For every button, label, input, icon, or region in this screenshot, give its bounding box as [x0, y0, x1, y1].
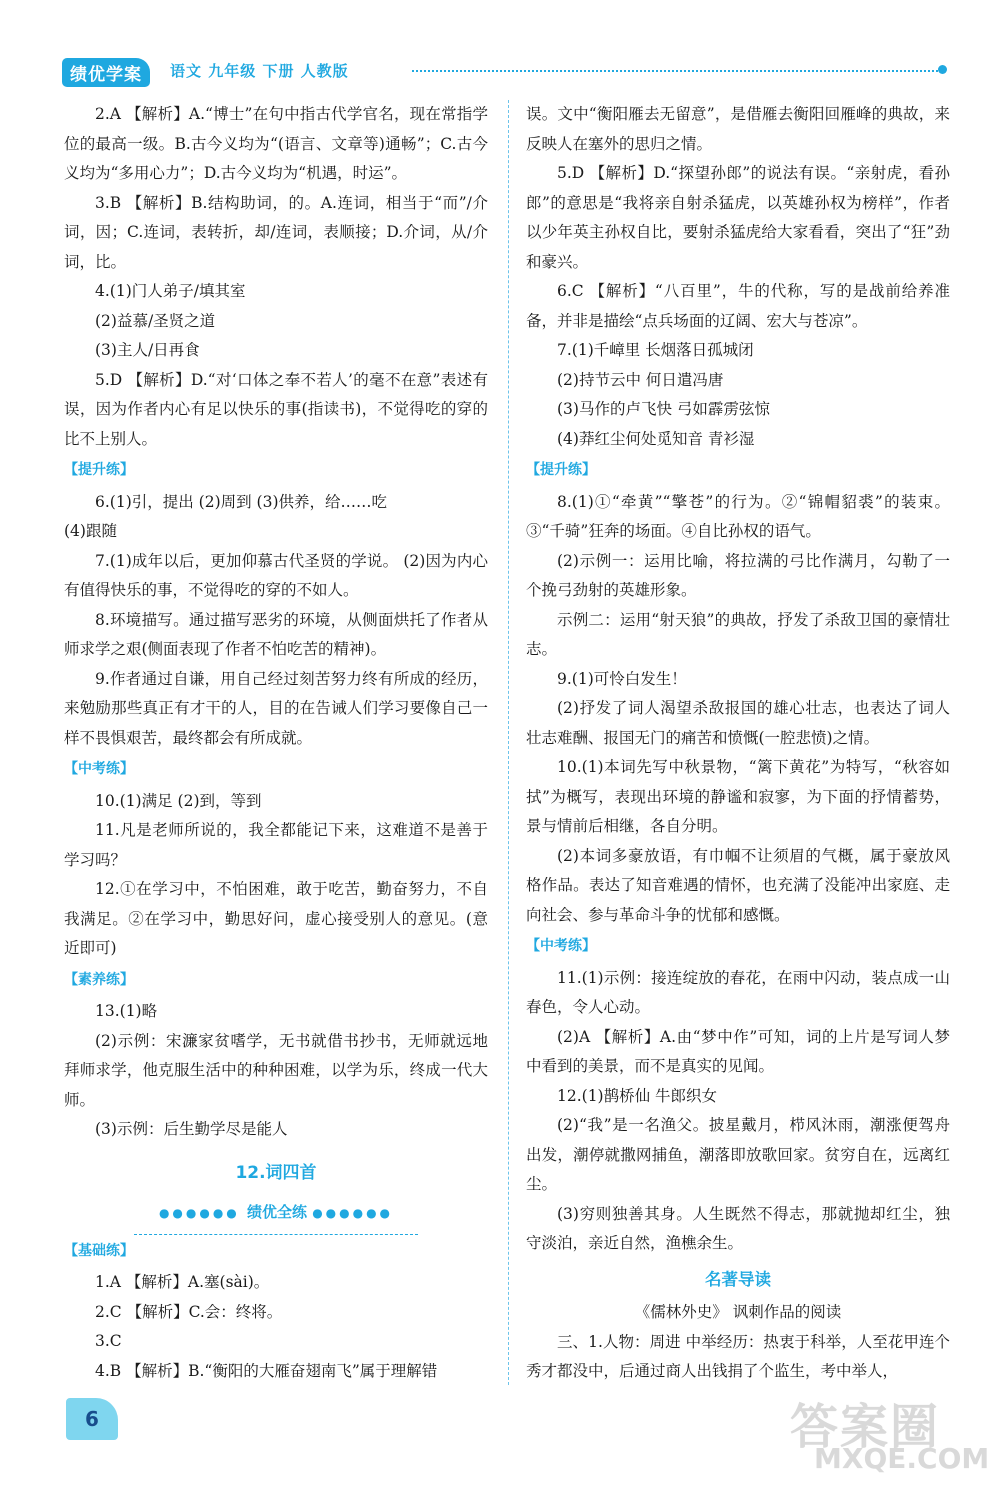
subheading: 《儒林外史》 讽刺作品的阅读: [634, 1303, 842, 1321]
answer-paragraph: 9.作者通过自谦，用自己经过刻苦努力终有所成的经历，来勉励那些真正有才干的人，目的在告诫人们学习要像自己一样不畏惧艰苦，最终都会有所成就。: [64, 669, 488, 747]
banner-label: 绩优全练: [246, 1203, 313, 1221]
answer-paragraph: (2)示例：宋濂家贫嗜学，无书就借书抄书，无师就远地拜师求学，他克服生活中的种种困难，以学为乐，终成一代大师。: [64, 1031, 488, 1109]
section-label: 【素养练】: [64, 971, 134, 988]
answer-paragraph: 7.(1)千嶂里 长烟落日孤城闭: [557, 341, 754, 359]
section-label: 【基础练】: [64, 1242, 134, 1259]
answer-paragraph: 5.D 【解析】D.“对‘口体之奉不若人’的毫不在意”表述有误，因为作者内心有足以快乐的事(指读书)，不觉得吃的穿的比不上别人。: [64, 370, 488, 448]
answer-paragraph: 6.(1)引，提出 (2)周到 (3)供养，给……吃: [95, 492, 388, 511]
answer-paragraph: 2.A 【解析】A.“博士”在句中指古代学官名，现在常指学位的最高一级。B.古今义均为“(语言、文章等)通畅”；C.古今义均为“多用心力”；D.古今义均为“机遇，时运”。: [64, 105, 488, 182]
subject-line: 语文 九年级 下册 人教版: [170, 62, 349, 80]
answer-paragraph: 3.C: [95, 1332, 122, 1350]
watermark-logo: [790, 1388, 990, 1483]
answer-paragraph: 1.A 【解析】A.塞(sài)。: [95, 1273, 270, 1291]
answer-paragraph: 12.(1)鹊桥仙 牛郎织女: [557, 1086, 718, 1105]
answer-paragraph: 4.B 【解析】B.“衡阳的大雁奋翅南飞”属于理解错: [95, 1361, 438, 1380]
page-header: [62, 56, 952, 88]
watermark-line1: 答案圈: [790, 1399, 941, 1455]
answer-paragraph: (2)示例一：运用比喻，将拉满的弓比作满月，勾勒了一个挽弓劲射的英雄形象。: [526, 551, 950, 599]
answer-paragraph: 2.C 【解析】C.会：终将。: [95, 1302, 283, 1321]
answer-paragraph: 10.(1)本词先写中秋景物，“篱下黄花”为特写，“秋容如拭”为概写，表现出环境的静谧和寂寥，为下面的抒情蓄势，景与情前后相继，各自分明。: [526, 758, 950, 835]
header-dot-icon: [938, 65, 947, 74]
answer-paragraph: (4)莽红尘何处觅知音 青衫湿: [557, 429, 755, 448]
practice-banner: [64, 1198, 488, 1229]
answer-paragraph: (3)示例：后生勤学尽是能人: [95, 1120, 288, 1138]
answer-paragraph: (3)马作的卢飞快 弓如霹雳弦惊: [557, 400, 770, 418]
answer-paragraph: 4.(1)门人弟子/填其室: [95, 282, 246, 300]
section-label: 【中考练】: [64, 761, 134, 777]
answer-paragraph: 12.①在学习中，不怕困难，敢于吃苦，勤奋努力，不自我满足。②在学习中，勤思好问，虚心接受别人的意见。(意近即可): [64, 880, 488, 957]
answer-paragraph: 3.B 【解析】B.结构助词，的。A.连词，相当于“而”/介词，因；C.连词，表转折，却/连词，表顺接；D.介词，从/介词，比。: [64, 193, 488, 271]
section-label: 【提升练】: [64, 462, 134, 478]
answer-paragraph: (4)跟随: [64, 522, 117, 540]
section-label: 【提升练】: [526, 462, 596, 478]
watermark-line2: MXQE.COM: [814, 1442, 990, 1475]
lesson-title: 12.词四首: [235, 1162, 317, 1183]
answer-paragraph: 7.(1)成年以后，更加仰慕古代圣贤的学说。 (2)因为内心有值得快乐的事，不觉得吃的穿的不如人。: [64, 551, 488, 599]
banner-dots-right: ●●●●●●: [312, 1206, 394, 1220]
answer-paragraph: 11.(1)示例：接连绽放的春花，在雨中闪动，装点成一山春色，令人心动。: [526, 968, 950, 1016]
answer-paragraph: 11.凡是老师所说的，我全都能记下来，这难道不是善于学习吗？: [64, 821, 488, 869]
answer-paragraph: (2)A 【解析】A.由“梦中作”可知，词的上片是写词人梦中看到的美景，而不是真实的见闻。: [526, 1027, 950, 1075]
right-column: [526, 100, 950, 1387]
answer-paragraph: 三、1.人物：周进 中举经历：热衷于科举，人至花甲连个秀才都没中，后通过商人出钱捐了个监生，考中举人，: [526, 1332, 950, 1380]
answer-paragraph: 9.(1)可怜白发生！: [557, 669, 687, 688]
answer-paragraph: 示例二：运用“射天狼”的典故，抒发了杀敌卫国的豪情壮志。: [526, 610, 950, 658]
section-title: 名著导读: [705, 1269, 771, 1289]
answer-paragraph: (2)持节云中 何日遣冯唐: [557, 370, 724, 389]
page-number: 6: [66, 1398, 118, 1440]
answer-paragraph: 误。文中“衡阳雁去无留意”，是借雁去衡阳回雁峰的典故，来反映人在塞外的思归之情。: [526, 105, 950, 153]
answer-paragraph: 8.(1)①“牵黄”“擎苍”的行为。②“锦帽貂裘”的装束。③“千骑”狂奔的场面。④自比孙权的语气。: [526, 492, 950, 540]
answer-paragraph: (3)主人/日再食: [95, 341, 200, 359]
banner-dots-left: ●●●●●●: [158, 1206, 247, 1220]
section-label: 【中考练】: [526, 938, 596, 954]
answer-paragraph: 13.(1)略: [95, 1002, 158, 1020]
answer-paragraph: (2)益慕/圣贤之道: [95, 311, 216, 330]
column-divider: [508, 100, 509, 1385]
answer-paragraph: 8.环境描写。通过描写恶劣的环境，从侧面烘托了作者从师求学之艰(侧面表现了作者不怕吃苦的精神)。: [64, 610, 488, 658]
answer-paragraph: (3)穷则独善其身。人生既然不得志，那就抛却红尘，独守淡泊，亲近自然，渔樵余生。: [526, 1204, 950, 1252]
header-dotted-line: [412, 70, 942, 72]
answer-paragraph: (2)本词多豪放语，有巾帼不让须眉的气概，属于豪放风格作品。表达了知音难遇的情怀，也充满了没能冲出家庭、走向社会、参与革命斗争的忧郁和感慨。: [526, 846, 950, 924]
answer-paragraph: (2)抒发了词人渴望杀敌报国的雄心壮志，也表达了词人壮志难酬、报国无门的痛苦和愤慨(一腔悲愤)之情。: [526, 699, 950, 747]
brand-badge: 绩优学案: [62, 58, 150, 87]
answer-paragraph: 10.(1)满足 (2)到，等到: [95, 791, 262, 810]
answer-paragraph: 5.D 【解析】D.“探望孙郎”的说法有误。“亲射虎，看孙郎”的意思是“我将亲自射杀猛虎，以英雄孙权为榜样”，作者以少年英主孙权自比，要射杀猛虎给大家看看，突出了“狂”劲和豪兴。: [526, 164, 950, 271]
answer-paragraph: (2)“我”是一名渔父。披星戴月，栉风沐雨，潮涨便驾舟出发，潮停就撒网捕鱼，潮落即放歌回家。贫穷自在，远离红尘。: [526, 1116, 950, 1193]
left-column: [64, 100, 488, 1386]
answer-paragraph: 6.C 【解析】“八百里”，牛的代称，写的是战前给养准备，并非是描绘“点兵场面的辽阔、宏大与苍凉”。: [526, 282, 950, 330]
